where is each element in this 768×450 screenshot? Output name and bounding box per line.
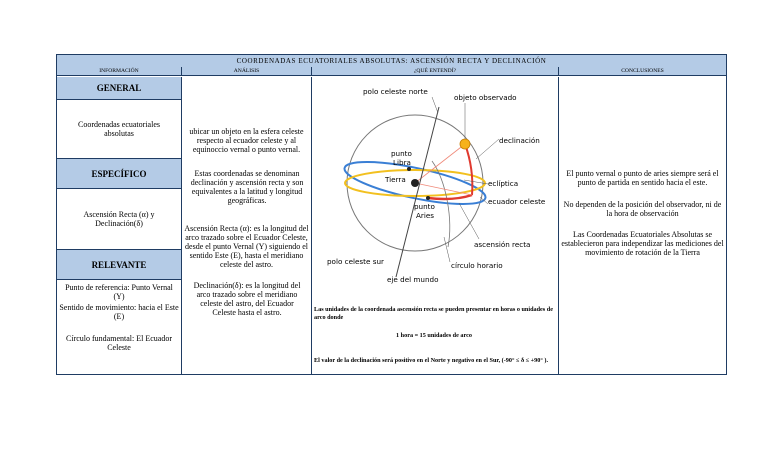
- label-circulo-horario: círculo horario: [451, 261, 503, 270]
- relevante-p2: Sentido de movimiento: hacia el Este (E): [59, 303, 179, 321]
- table-title: COORDENADAS ECUATORIALES ABSOLUTAS: ASCENSIÓN RECTA Y DECLINACIÓN: [57, 55, 726, 68]
- general-text: Coordenadas ecuatoriales absolutas: [57, 100, 181, 159]
- label-punto-libra-1: punto: [391, 149, 412, 158]
- entendi-n1: Las unidades de la coordenada ascensión recta se pueden presentar en horas o unidades de arco donde: [314, 306, 553, 321]
- punto-libra-dot: [407, 167, 411, 171]
- conclusion-p1: El punto vernal o punto de aries siempre será el punto de partida en sentido hacia el este.: [566, 169, 719, 187]
- label-ascension: ascensión recta: [474, 240, 531, 249]
- objeto-observado-dot: [460, 139, 470, 149]
- entendi-n3: El valor de la declinación será positivo en el Norte y negativo en el Sur, (-90° ≤ δ ≤ +90° ).: [314, 357, 548, 364]
- label-objeto: objeto observado: [454, 93, 517, 102]
- especifico-label: ESPECÍFICO: [57, 159, 181, 189]
- label-polo-norte: polo celeste norte: [363, 87, 428, 96]
- relevante-p3: Círculo fundamental: El Ecuador Celeste: [66, 334, 172, 352]
- header-conclusiones: CONCLUSIONES: [559, 67, 726, 76]
- analisis-p3: Ascensión Recta (α): es la longitud del arco trazado sobre el Ecuador Celeste, desde el punto Vernal (Υ) siguiendo el sentido Este (E), hasta el meridiano celeste del astro.: [184, 224, 309, 269]
- tierra-dot: [411, 179, 419, 187]
- label-ecliptica: eclíptica: [488, 179, 519, 188]
- punto-aries-dot: [426, 196, 430, 200]
- general-label: GENERAL: [57, 77, 181, 100]
- especifico-text: Ascensión Recta (α) y Declinación(δ): [57, 189, 181, 250]
- conclusion-p3: Las Coordenadas Ecuatoriales Absolutas se establecieron para independizar las mediciones del movimiento de rotación de la Tierra: [561, 230, 724, 257]
- declinacion-arc: [465, 144, 472, 195]
- label-polo-sur: polo celeste sur: [327, 257, 384, 266]
- label-eje: eje del mundo: [387, 275, 439, 284]
- col-analisis: [182, 77, 312, 374]
- objeto-line: [415, 144, 465, 183]
- header-informacion: INFORMACIÓN: [57, 67, 182, 76]
- celestial-sphere-diagram: [314, 77, 554, 287]
- analisis-p1: ubicar un objeto en la esfera celeste respecto al ecuador celeste y al equinoccio vernal o punto vernal.: [189, 127, 304, 154]
- entendi-n2: 1 hora = 15 unidades de arco: [396, 332, 472, 339]
- label-punto-libra-2: Libra: [393, 158, 411, 167]
- label-declinacion: declinación: [499, 136, 540, 145]
- header-analisis: ANÁLISIS: [182, 67, 312, 76]
- col-informacion: [57, 77, 182, 374]
- label-ecuador: ecuador celeste: [488, 197, 546, 206]
- label-punto-aries-1: punto: [414, 202, 435, 211]
- eje-del-mundo-line: [396, 107, 439, 277]
- header-entendi: ¿QUÉ ENTENDÍ?: [312, 67, 559, 76]
- analisis-p2: Estas coordenadas se denominan declinación y ascensión recta y son equivalentes a la latitud y longitud geográficas.: [190, 169, 304, 205]
- leader-declinacion: [476, 139, 499, 159]
- label-tierra: Tierra: [385, 175, 406, 184]
- leader-polo-norte: [432, 97, 438, 113]
- leader-ascension: [459, 203, 479, 239]
- analisis-p4: Declinación(δ): es la longitud del arco trazado sobre el meridiano celeste del astro, del Ecuador Celeste hasta el astro.: [193, 281, 301, 317]
- relevante-label: RELEVANTE: [57, 250, 181, 280]
- label-punto-aries-2: Aries: [416, 211, 435, 220]
- concept-table: [56, 54, 727, 375]
- conclusion-p2: No dependen de la posición del observador, ni de la hora de observación: [563, 200, 722, 218]
- col-conclusiones: [559, 77, 726, 374]
- col-entendi: [312, 77, 559, 374]
- relevante-p1: Punto de referencia: Punto Vernal (Υ): [65, 283, 173, 301]
